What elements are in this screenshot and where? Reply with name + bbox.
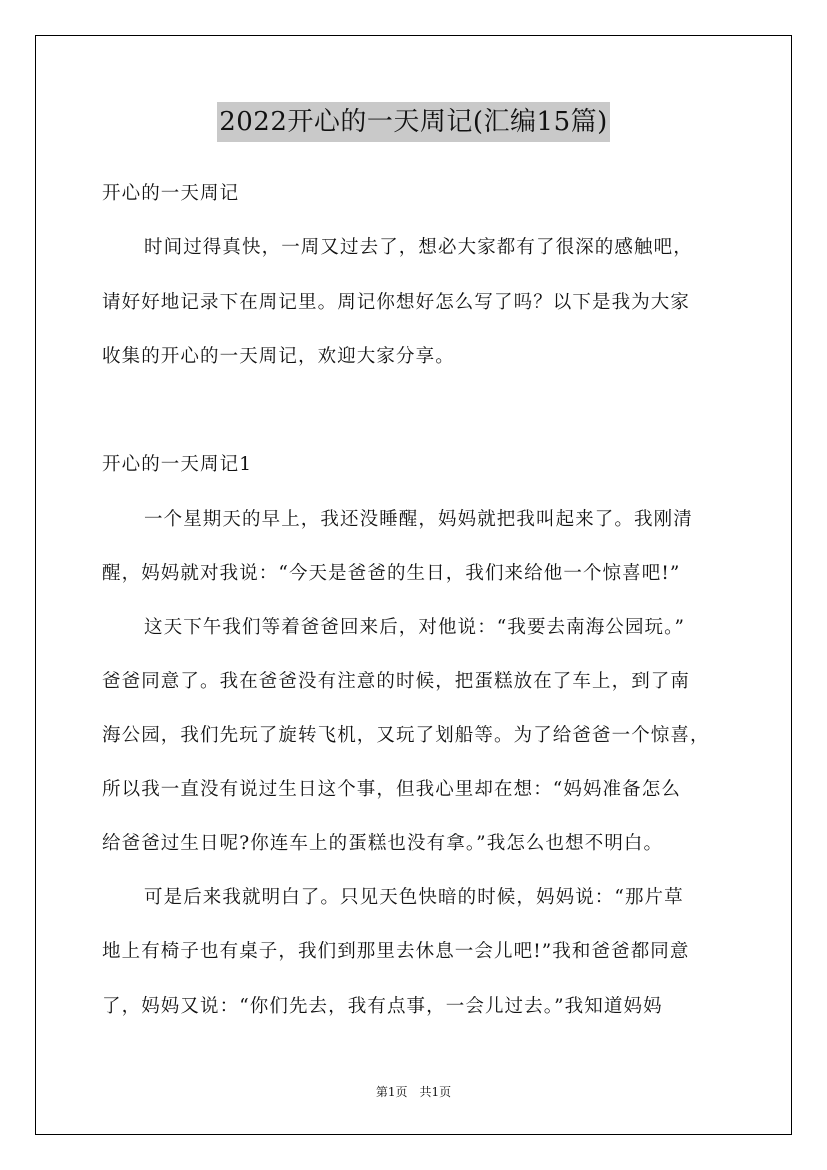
body-line: 地上有椅子也有桌子，我们到那里去休息一会儿吧!”我和爸爸都同意: [102, 941, 690, 962]
body-line: 所以我一直没有说过生日这个事，但我心里却在想：“妈妈准备怎么: [102, 779, 681, 800]
body-line: 海公园，我们先玩了旋转飞机，又玩了划船等。为了给爸爸一个惊喜，: [102, 725, 710, 746]
body-line: 了，妈妈又说：“你们先去，我有点事，一会儿过去。”我知道妈妈: [102, 996, 663, 1017]
intro-line: 收集的开心的一天周记，欢迎大家分享。: [102, 346, 455, 367]
body-line: 给爸爸过生日呢?你连车上的蛋糕也没有拿。”我怎么也想不明白。: [102, 833, 664, 854]
page-footer: 第1页 共1页: [375, 1085, 452, 1099]
body-line: 醒，妈妈就对我说：“今天是爸爸的生日，我们来给他一个惊喜吧!”: [102, 563, 681, 584]
body-line: 一个星期天的早上，我还没睡醒，妈妈就把我叫起来了。我刚清: [144, 509, 693, 530]
intro-heading: 开心的一天周记: [102, 183, 240, 204]
intro-line: 请好好地记录下在周记里。周记你想好怎么写了吗？以下是我为大家: [102, 292, 691, 313]
section-heading: 开心的一天周记1: [102, 454, 253, 475]
document-title: 2022开心的一天周记(汇编15篇): [217, 102, 610, 142]
title-container: [0, 102, 827, 142]
body-line: 可是后来我就明白了。只见天色快暗的时候，妈妈说：“那片草: [144, 887, 684, 908]
body-line: 这天下午我们等着爸爸回来后，对他说：“我要去南海公园玩。”: [144, 617, 686, 638]
body-line: 爸爸同意了。我在爸爸没有注意的时候，把蛋糕放在了车上，到了南: [102, 671, 691, 692]
intro-line: 时间过得真快，一周又过去了，想必大家都有了很深的感触吧，: [144, 237, 693, 258]
